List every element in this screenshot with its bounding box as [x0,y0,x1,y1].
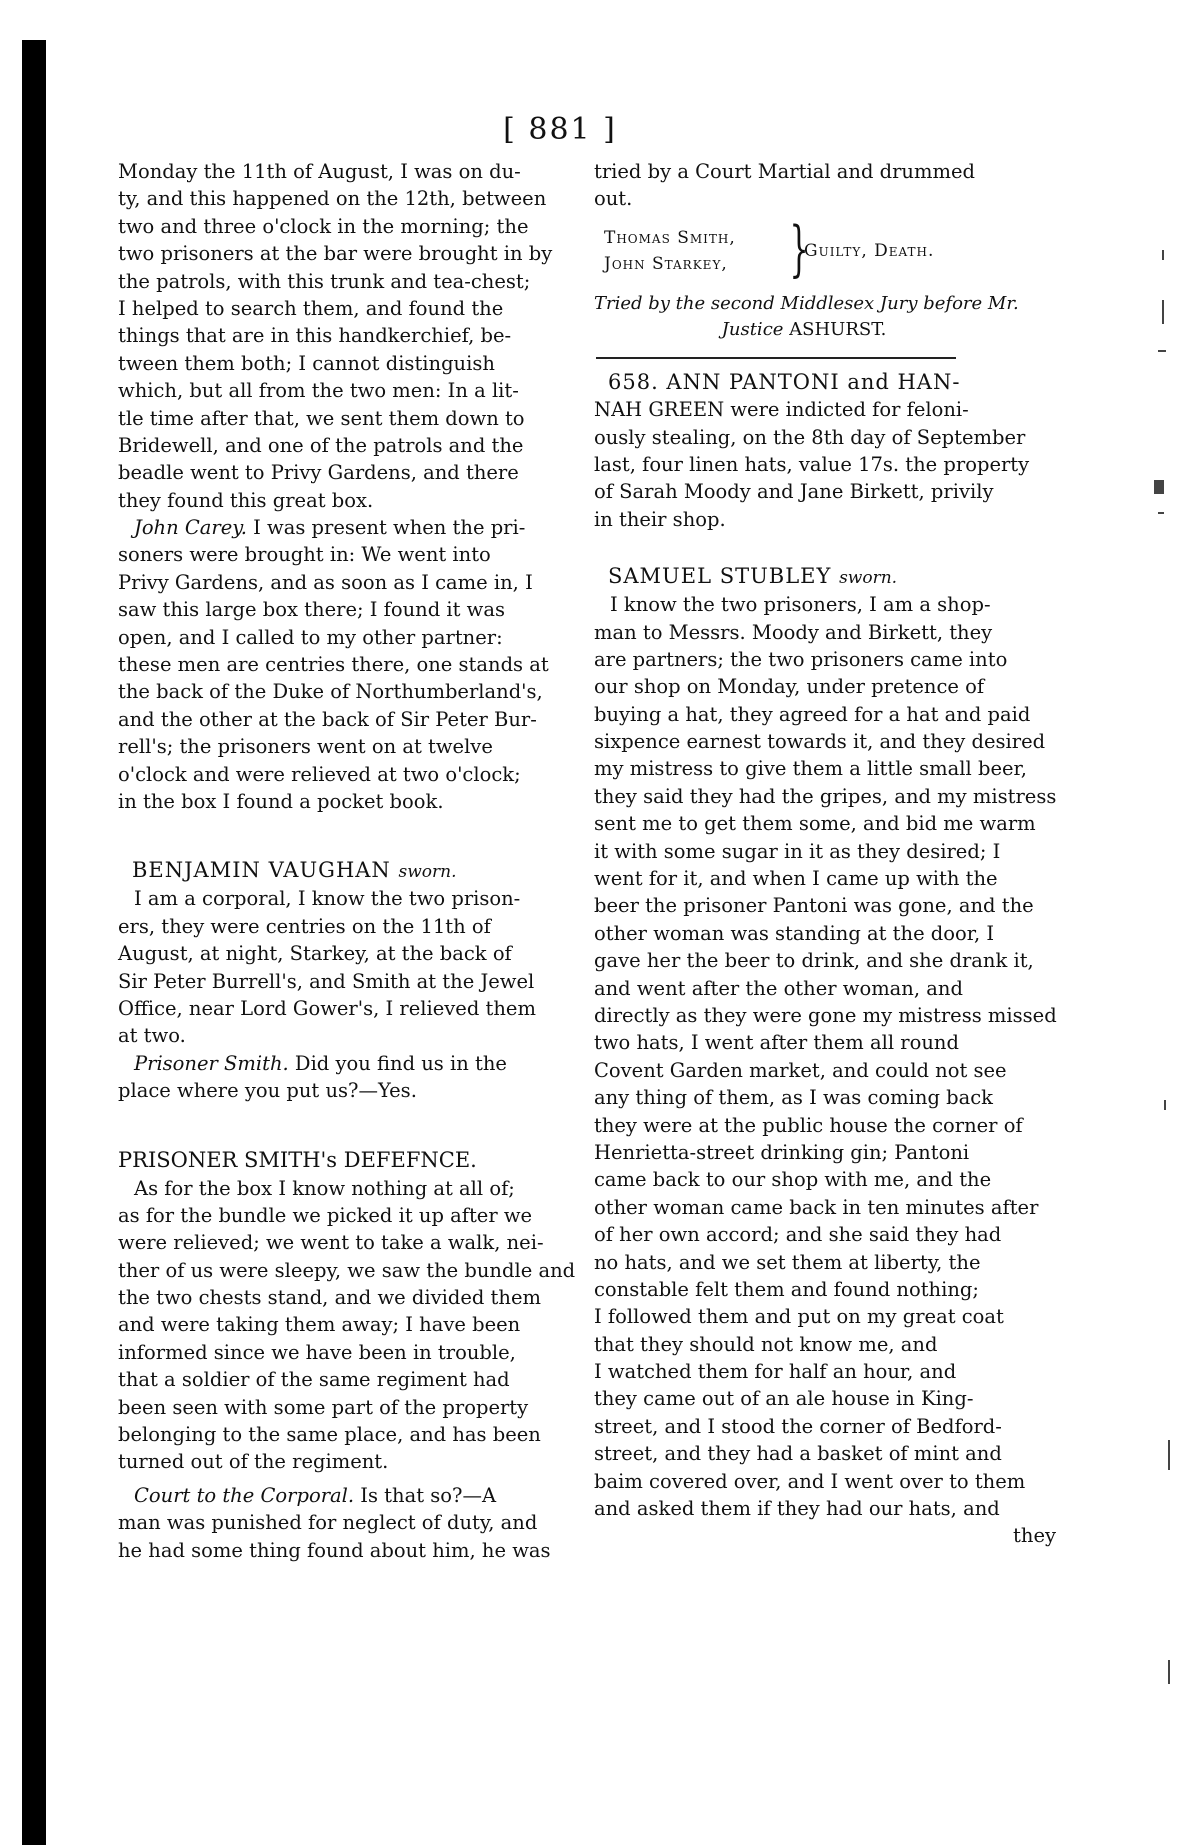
text-line: are partners; the two prisoners came into [594,647,1008,671]
testimony-continuation [118,158,558,514]
brace-glyph: } [789,213,809,284]
text-line: and went after the other woman, and [594,976,963,1000]
verdict-block [594,213,1064,287]
sentence-continuation [594,158,1064,213]
text-line: gave her the beer to drink, and she drank it, [594,949,1034,973]
text-line: no hats, and we set them at liberty, the [594,1250,981,1274]
text-line: that they should not know me, and [594,1332,938,1356]
text-line: they came out of an ale house in King- [594,1387,974,1411]
text-line: ers, they were centries on the 11th of [118,914,491,938]
text-line: constable felt them and found nothing; [594,1277,979,1301]
text-line: beer the prisoner Pantoni was gone, and the [594,894,1034,918]
speaker-name: John Carey. [134,516,247,540]
text-line: of Sarah Moody and Jane Birkett, privily [594,480,994,504]
text-line: things that are in this handkerchief, be- [118,324,512,348]
text-line: As for the box I know nothing at all of; [134,1176,515,1200]
carey-first-line: John Carey. I was present when the pri- [134,516,526,540]
text-line: which, but all from the two men: In a lit- [118,379,519,403]
text-line: buying a hat, they agreed for a hat and paid [594,702,1031,726]
text-line: it with some sugar in it as they desired; I [594,839,1001,863]
text-line: went for it, and when I came up with the [594,867,998,891]
text-line: other woman came back in ten minutes after [594,1195,1039,1219]
text-line: Monday the 11th of August, I was on du- [118,160,521,183]
catchword: they [1013,1524,1056,1548]
carey-testimony [118,541,558,815]
section-divider [596,357,956,359]
text-line: they said they had the gripes, and my mistress [594,784,1057,808]
text-line: I watched them for half an hour, and [594,1360,957,1384]
page-number: [ 881 ] [503,112,617,147]
vaughan-testimony [118,885,558,1049]
text-line: our shop on Monday, under pretence of [594,675,985,699]
court-question: Court to the Corporal. Is that so?—A [134,1483,497,1507]
text-line: saw this large box there; I found it was [118,598,506,622]
text-line: and were taking them away; I have been [118,1313,521,1337]
text-line: turned out of the regiment. [118,1450,389,1474]
text-line: my mistress to give them a little small beer, [594,757,1027,781]
verdict-result: Guilty, Death. [804,240,935,261]
case-title: 658. ANN PANTONI and HAN- [608,369,961,394]
text-line: ously stealing, on the 8th day of September [594,425,1026,449]
text-line: in their shop. [594,507,726,531]
defence-text [118,1175,576,1476]
text-line: directly as they were gone my mistress missed [594,1004,1057,1027]
text-line: Bridewell, and one of the patrols and the [118,433,524,457]
binding-shadow [22,40,46,1845]
text-line: beadle went to Privy Gardens, and there [118,461,519,485]
text-line: ther of us were sleepy, we saw the bundle and [118,1258,576,1282]
case-indictment [594,396,1064,533]
text-line: last, four linen hats, value 17s. the property [594,452,1030,476]
witness-heading-vaughan: BENJAMIN VAUGHAN sworn. [132,858,457,883]
text-line: the two chests stand, and we divided them [118,1286,541,1310]
defendant-name: Thomas Smith, [604,227,736,248]
text-line: rell's; the prisoners went on at twelve [118,735,493,759]
text-line: tle time after that, we sent them down to [118,406,525,430]
text-line: street, and I stood the corner of Bedford- [594,1414,1002,1438]
text-line: Privy Gardens, and as soon as I came in, I [118,570,533,594]
text-line: as for the bundle we picked it up after we [118,1203,533,1227]
stubley-testimony [594,591,1064,1522]
text-line: Sir Peter Burrell's, and Smith at the Jewel [118,969,535,993]
margin-marks [1144,140,1184,1740]
text-line: I know the two prisoners, I am a shop- [610,593,991,617]
court-answer [118,1509,558,1564]
text-line: came back to our shop with me, and the [594,1168,992,1192]
text-line: other woman was standing at the door, I [594,921,995,945]
text-line: belonging to the same place, and has been [118,1423,541,1447]
text-line: at two. [118,1024,186,1048]
defendant-name: John Starkey, [604,253,728,274]
text-line: the patrols, with this trunk and tea-chest; [118,269,531,293]
text-line: informed since we have been in trouble, [118,1340,516,1364]
text-line: sent me to get them some, and bid me warm [594,812,1036,836]
text-line: sixpence earnest towards it, and they desired [594,730,1046,754]
text-line: these men are centries there, one stands at [118,653,549,677]
text-line: been seen with some part of the property [118,1395,529,1419]
right-column [594,158,1064,1550]
text-line: they found this great box. [118,488,374,512]
text-line: the back of the Duke of Northumberland's, [118,680,543,704]
text-line: any thing of them, as I was coming back [594,1086,993,1110]
text-line: and asked them if they had our hats, and [594,1497,1000,1521]
defence-heading: PRISONER SMITH's DEFEFNCE. [118,1147,477,1172]
text-line: Covent Garden market, and could not see [594,1058,1007,1082]
prisoner-question: Prisoner Smith. Did you find us in the [134,1051,507,1075]
text-line: tried by a Court Martial and drummed [594,160,975,183]
text-line: out. [594,187,633,211]
text-line: two prisoners at the bar were brought in by [118,242,553,266]
text-line: two hats, I went after them all round [594,1031,959,1055]
left-column [118,158,576,1564]
text-line: soners were brought in: We went into [118,543,491,567]
text-line: baim covered over, and I went over to them [594,1469,1026,1493]
jury-line: Tried by the second Middlesex Jury before Mr. [594,292,1019,314]
text-line: NAH GREEN were indicted for feloni- [594,398,969,422]
text-line: ty, and this happened on the 12th, between [118,187,547,211]
text-line: August, at night, Starkey, at the back of [118,942,512,966]
text-line: tween them both; I cannot distinguish [118,351,495,375]
text-line: I helped to search them, and found the [118,296,504,320]
text-line: two and three o'clock in the morning; the [118,214,529,238]
text-line: and the other at the back of Sir Peter Bur- [118,707,537,731]
text-line: were relieved; we went to take a walk, nei- [118,1231,544,1255]
text-line: they were at the public house the corner of [594,1113,1023,1137]
text-line: I followed them and put on my great coat [594,1305,1004,1329]
text-line: I am a corporal, I know the two prison- [134,887,521,911]
text-line: o'clock and were relieved at two o'clock; [118,762,521,786]
text-line: man to Messrs. Moody and Birkett, they [594,620,993,644]
text-line: Henrietta-street drinking gin; Pantoni [594,1140,970,1164]
text-line: that a soldier of the same regiment had [118,1368,510,1392]
witness-heading-stubley: SAMUEL STUBLEY sworn. [608,564,898,589]
text-line: Office, near Lord Gower's, I relieved them [118,996,536,1020]
text-line: street, and they had a basket of mint and [594,1442,1002,1466]
text-line: open, and I called to my other partner: [118,625,503,649]
text-line: man was punished for neglect of duty, and [118,1511,538,1535]
prisoner-question-2: place where you put us?—Yes. [118,1079,417,1103]
text-line: he had some thing found about him, he was [118,1538,551,1562]
judge-line: Justice ASHURST. [721,318,887,340]
text-line: of her own accord; and she said they had [594,1223,1002,1247]
text-line: in the box I found a pocket book. [118,789,444,813]
